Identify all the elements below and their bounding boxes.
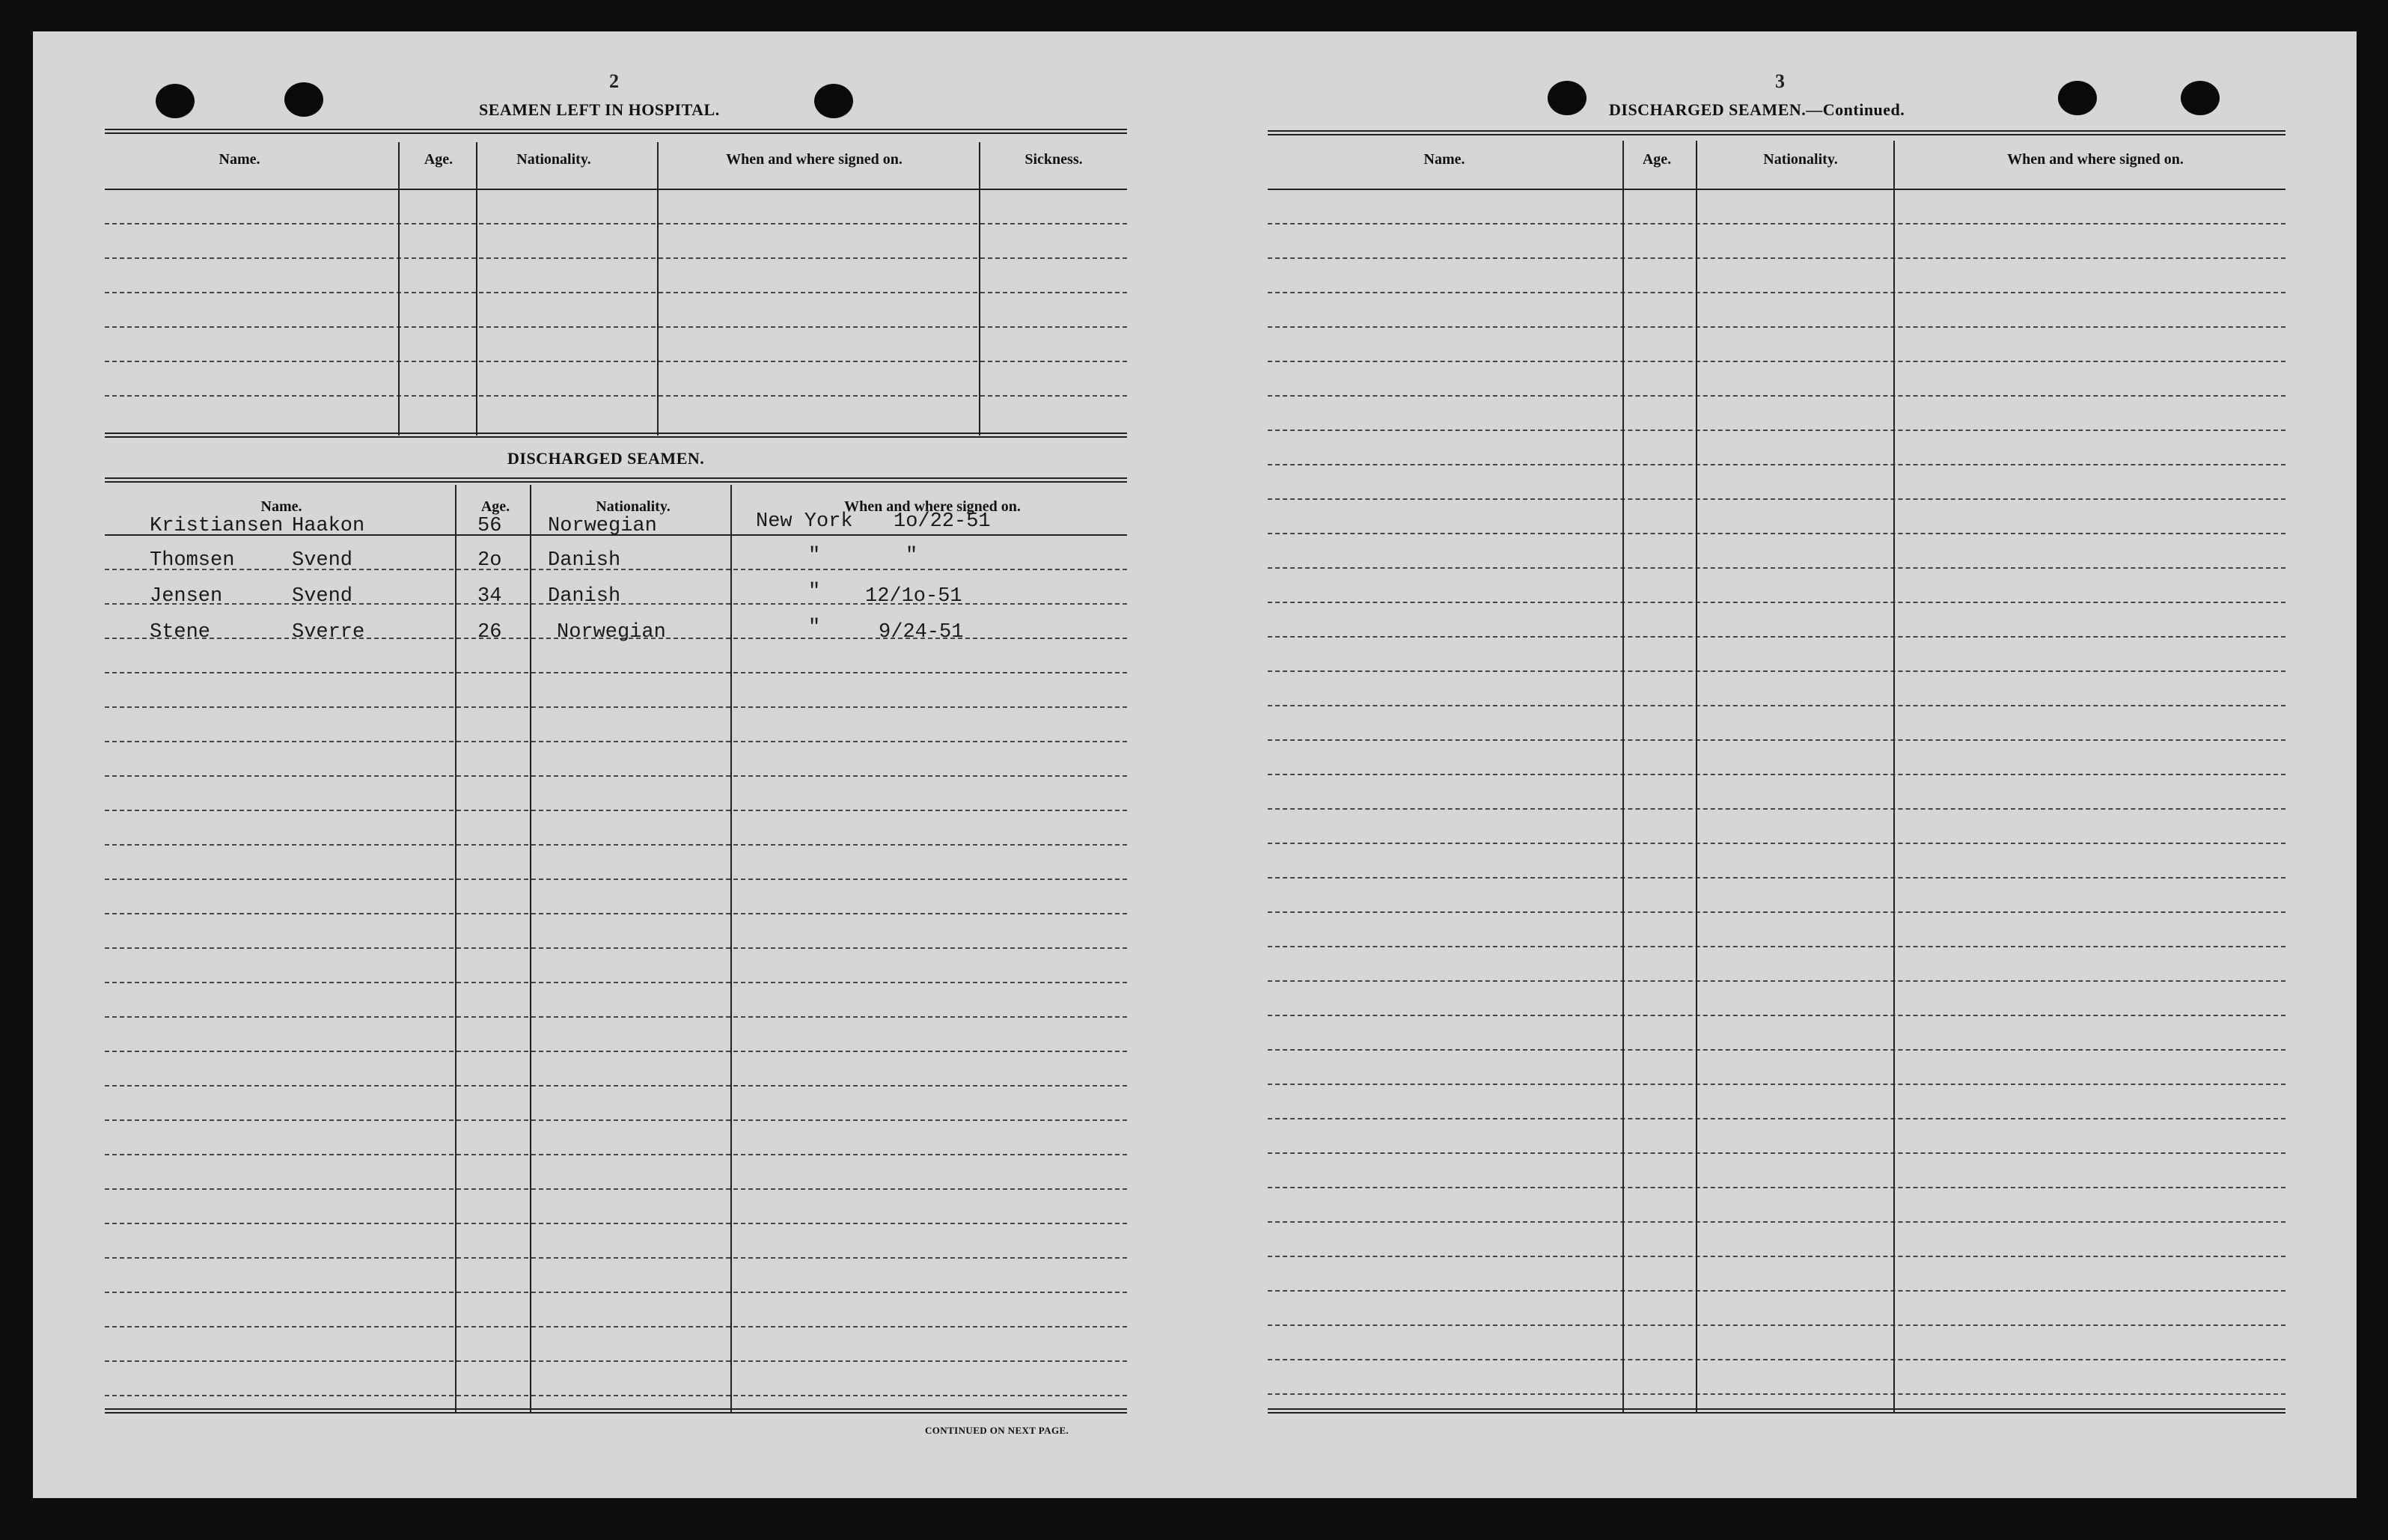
ruled-line — [105, 706, 1127, 708]
ruled-line — [1268, 326, 2285, 328]
discharged-row-1-nationality: Norwegian — [548, 515, 657, 537]
discharged-row-4-place: " — [808, 617, 821, 639]
discharged-header-name: Name. — [260, 498, 302, 515]
ruled-line — [1268, 1049, 2285, 1051]
discharged-header-nationality: Nationality. — [596, 498, 671, 515]
ruled-line — [1268, 705, 2285, 706]
ruled-line — [105, 947, 1127, 949]
ruled-line — [105, 1292, 1127, 1293]
ruled-line — [1268, 877, 2285, 879]
discharged-header-age: Age. — [480, 498, 510, 515]
page-3 — [1268, 31, 2285, 1498]
discharged-row-4-given: Sverre — [292, 621, 365, 644]
right-header-name: Name. — [1423, 151, 1465, 168]
ruled-line — [105, 1016, 1127, 1018]
discharged-row-3-date: 12/1o-51 — [865, 585, 962, 608]
ruled-line — [1268, 361, 2285, 362]
ruled-line — [1268, 292, 2285, 293]
ruled-line — [1268, 567, 2285, 569]
ruled-line — [105, 1154, 1127, 1155]
ruled-line — [1268, 602, 2285, 603]
discharged-row-1-place: New York — [756, 510, 853, 533]
ruled-line — [1268, 1221, 2285, 1223]
ruled-line — [105, 1051, 1127, 1052]
ruled-line — [105, 982, 1127, 983]
ruled-line — [1268, 739, 2285, 741]
ruled-line — [105, 223, 1127, 224]
ruled-line — [105, 741, 1127, 742]
discharged-row-3-nationality: Danish — [548, 585, 621, 608]
ruled-line — [1268, 223, 2285, 224]
discharged-row-2-age: 2o — [477, 549, 502, 572]
ruled-line — [105, 672, 1127, 673]
ruled-line — [1268, 911, 2285, 913]
page-number: 2 — [609, 70, 619, 92]
ruled-line — [105, 810, 1127, 811]
discharged-row-4-age: 26 — [477, 621, 502, 644]
page-2 — [105, 31, 1127, 1498]
ruled-line — [105, 1223, 1127, 1224]
ruled-line — [1268, 1084, 2285, 1085]
discharged-row-3-given: Svend — [292, 585, 353, 608]
discharged-row-3-place: " — [808, 581, 821, 603]
ruled-line — [105, 1257, 1127, 1259]
discharged-row-2-date: " — [906, 545, 918, 567]
continued-footer: CONTINUED ON NEXT PAGE. — [925, 1425, 1069, 1436]
discharged-row-4-nationality: Norwegian — [557, 621, 666, 644]
ruled-line — [1268, 1359, 2285, 1360]
ruled-line — [105, 1119, 1127, 1121]
discharged-row-4-surname: Stene — [150, 621, 211, 644]
ruled-line — [1268, 774, 2285, 775]
ruled-line — [105, 1395, 1127, 1396]
ruled-line — [105, 257, 1127, 259]
ruled-line — [1268, 1152, 2285, 1154]
ruled-line — [1268, 1256, 2285, 1257]
ruled-line — [1268, 395, 2285, 397]
ruled-line — [105, 1188, 1127, 1190]
right-header-signed-on: When and where signed on. — [2007, 151, 2184, 168]
hospital-header-nationality: Nationality. — [516, 151, 591, 168]
ruled-line — [1268, 257, 2285, 259]
hospital-header-name: Name. — [219, 151, 260, 168]
hospital-header-signed-on: When and where signed on. — [726, 151, 903, 168]
discharged-row-1-age: 56 — [477, 515, 502, 537]
ruled-line — [105, 1360, 1127, 1362]
ruled-line — [1268, 430, 2285, 431]
page-number: 3 — [1775, 70, 1785, 92]
ruled-line — [1268, 636, 2285, 638]
ruled-line — [105, 844, 1127, 846]
ruled-line — [1268, 533, 2285, 534]
right-header-age: Age. — [1642, 151, 1672, 168]
discharged-section-title: DISCHARGED SEAMEN. — [507, 449, 705, 468]
ruled-line — [1268, 1118, 2285, 1119]
ruled-line — [1268, 1187, 2285, 1188]
discharged-row-2-nationality: Danish — [548, 549, 621, 572]
ruled-line — [1268, 946, 2285, 947]
ruled-line — [1268, 464, 2285, 465]
ruled-line — [105, 395, 1127, 397]
ruled-line — [105, 326, 1127, 328]
discharged-continued-title: DISCHARGED SEAMEN.—Continued. — [1609, 100, 1905, 119]
ruled-line — [105, 879, 1127, 880]
ruled-line — [105, 1326, 1127, 1327]
ruled-line — [1268, 1015, 2285, 1016]
ruled-line — [105, 913, 1127, 914]
ruled-line — [1268, 1290, 2285, 1292]
hospital-section-title: SEAMEN LEFT IN HOSPITAL. — [479, 100, 720, 119]
discharged-row-3-age: 34 — [477, 585, 502, 608]
ruled-line — [1268, 980, 2285, 982]
ruled-line — [1268, 843, 2285, 844]
ruled-line — [105, 775, 1127, 777]
hospital-header-age: Age. — [424, 151, 454, 168]
ruled-line — [1268, 498, 2285, 500]
discharged-row-2-given: Svend — [292, 549, 353, 572]
ruled-line — [105, 361, 1127, 362]
discharged-header-signed-on: When and where signed on. — [844, 498, 1021, 515]
ruled-line — [1268, 1393, 2285, 1395]
discharged-row-4-date: 9/24-51 — [879, 621, 964, 644]
discharged-row-2-surname: Thomsen — [150, 549, 235, 572]
ruled-line — [105, 1085, 1127, 1087]
hospital-header-sickness: Sickness. — [1024, 151, 1083, 168]
ruled-line — [1268, 1324, 2285, 1326]
manifest-sheet — [33, 31, 2357, 1498]
discharged-row-1-surname: Kristiansen — [150, 515, 284, 537]
ruled-line — [1268, 670, 2285, 672]
discharged-row-2-place: " — [808, 545, 821, 567]
ruled-line — [1268, 808, 2285, 810]
discharged-row-3-surname: Jensen — [150, 585, 223, 608]
ruled-line — [105, 292, 1127, 293]
discharged-row-1-date: 1o/22-51 — [894, 510, 991, 533]
right-header-nationality: Nationality. — [1763, 151, 1838, 168]
discharged-row-1-given: Haakon — [292, 515, 365, 537]
